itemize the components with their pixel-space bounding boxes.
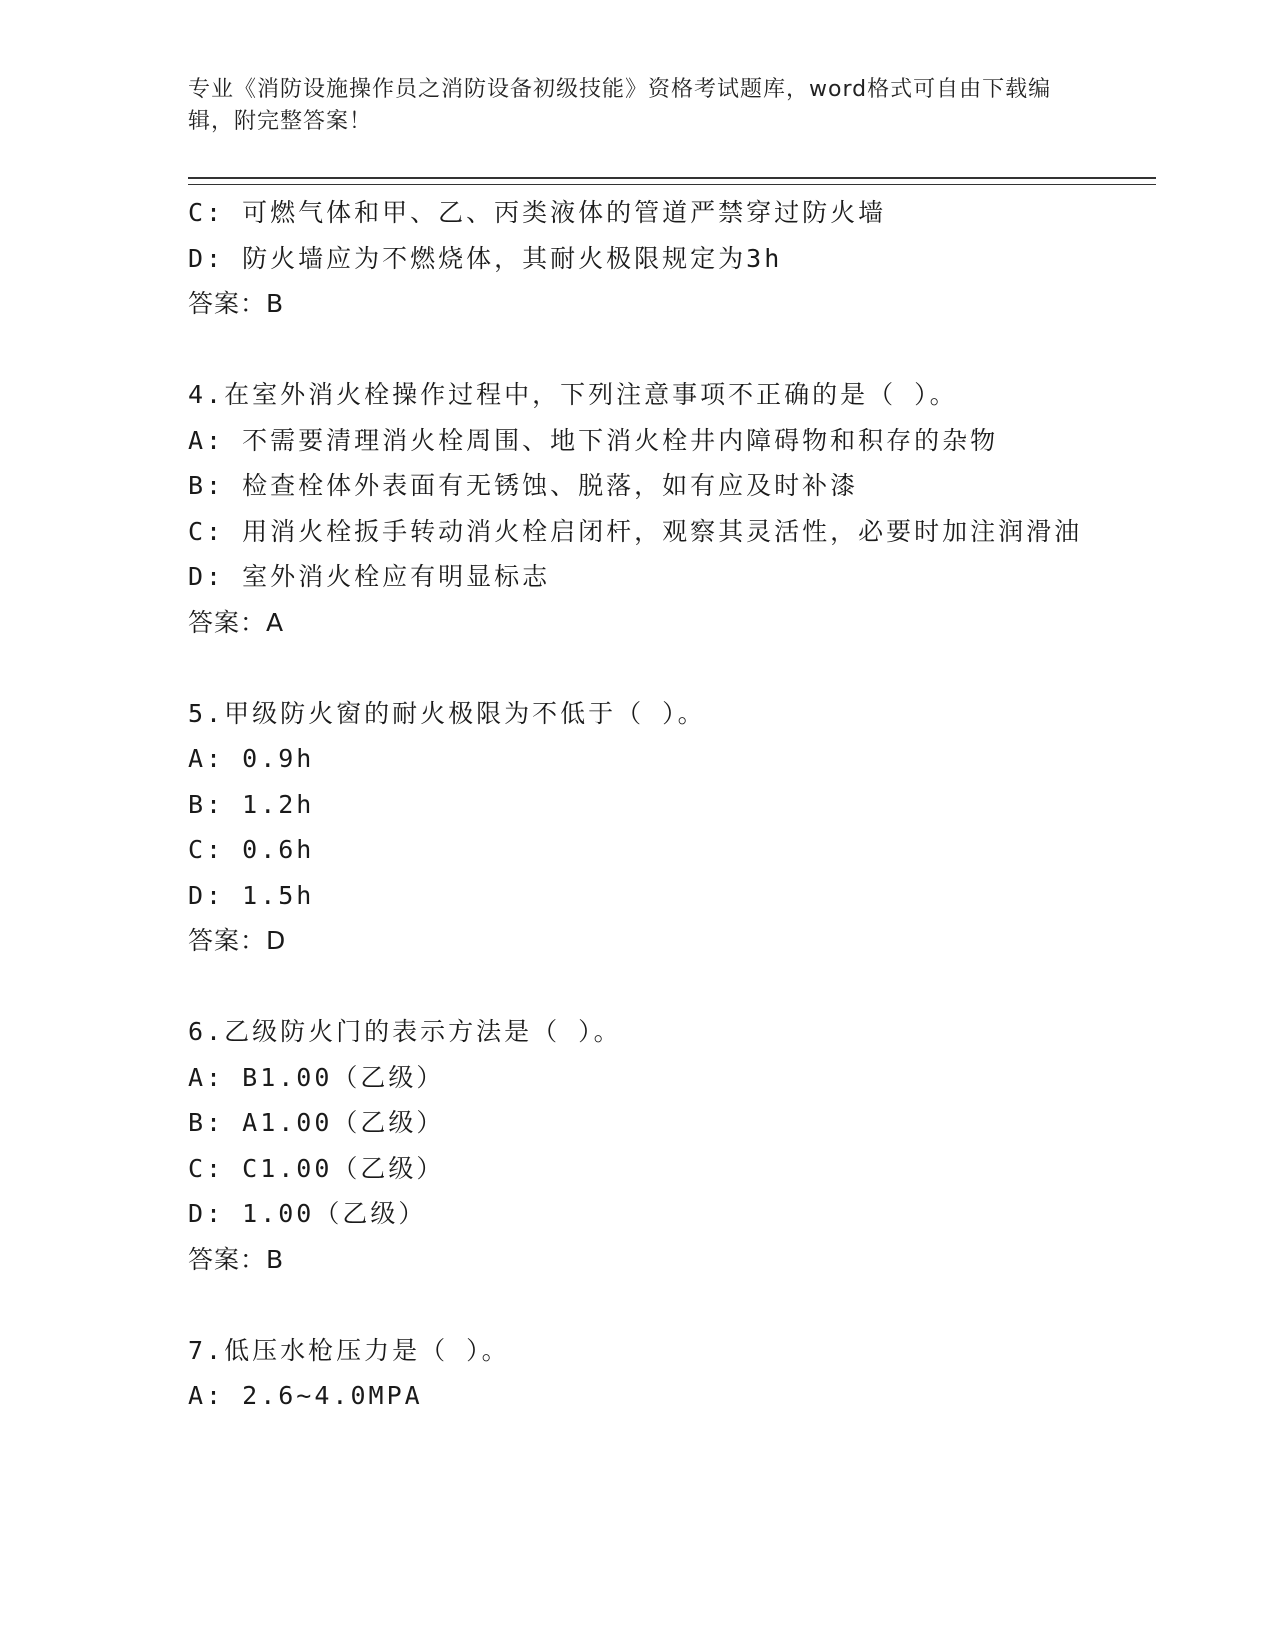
- answer: 答案：A: [188, 607, 285, 637]
- question-4: [188, 372, 1088, 645]
- option-c: C: 可燃气体和甲、乙、丙类液体的管道严禁穿过防火墙: [188, 198, 887, 227]
- page-header: 专业《消防设施操作员之消防设备初级技能》资格考试题库，word格式可自由下载编辑，附完整答案！: [188, 77, 1052, 134]
- question-stem: 4.在室外消火栓操作过程中，下列注意事项不正确的是（ ）。: [188, 380, 958, 409]
- option-a: A: 2.6~4.0MPA: [188, 1381, 423, 1410]
- option-d: D: 1.00（乙级）: [188, 1199, 427, 1228]
- option-c: C: C1.00（乙级）: [188, 1153, 445, 1183]
- option-c: C: 0.6h: [188, 835, 315, 864]
- header-divider: [188, 177, 1156, 185]
- option-d: D: 室外消火栓应有明显标志: [188, 562, 551, 591]
- option-b: B: 1.2h: [188, 789, 315, 819]
- answer: 答案：B: [188, 289, 285, 318]
- question-list: [188, 190, 1088, 1419]
- spacer: [188, 964, 1088, 1010]
- question-5: [188, 691, 1088, 964]
- option-a: A: B1.00（乙级）: [188, 1062, 445, 1092]
- spacer: [188, 1282, 1088, 1328]
- question-6: [188, 1009, 1088, 1282]
- option-a: A: 不需要清理消火栓周围、地下消火栓井内障碍物和积存的杂物: [188, 425, 999, 455]
- option-c: C: 用消火栓扳手转动消火栓启闭杆，观察其灵活性，必要时加注润滑油: [188, 516, 1083, 546]
- option-b: B: A1.00（乙级）: [188, 1108, 445, 1137]
- question-7: [188, 1328, 1088, 1419]
- answer: 答案：B: [188, 1244, 285, 1274]
- question-stem: 6.乙级防火门的表示方法是（ ）。: [188, 1017, 622, 1046]
- question-stem: 7.低压水枪压力是（ ）。: [188, 1335, 510, 1365]
- spacer: [188, 645, 1088, 691]
- question-partial: [188, 190, 1088, 327]
- option-d: D: 1.5h: [188, 880, 315, 910]
- option-d: D: 防火墙应为不燃烧体，其耐火极限规定为3h: [188, 243, 783, 273]
- option-a: A: 0.9h: [188, 744, 315, 773]
- option-b: B: 检查栓体外表面有无锈蚀、脱落，如有应及时补漆: [188, 471, 859, 500]
- spacer: [188, 327, 1088, 373]
- answer: 答案：D: [188, 926, 287, 955]
- question-stem: 5.甲级防火窗的耐火极限为不低于（ ）。: [188, 698, 706, 728]
